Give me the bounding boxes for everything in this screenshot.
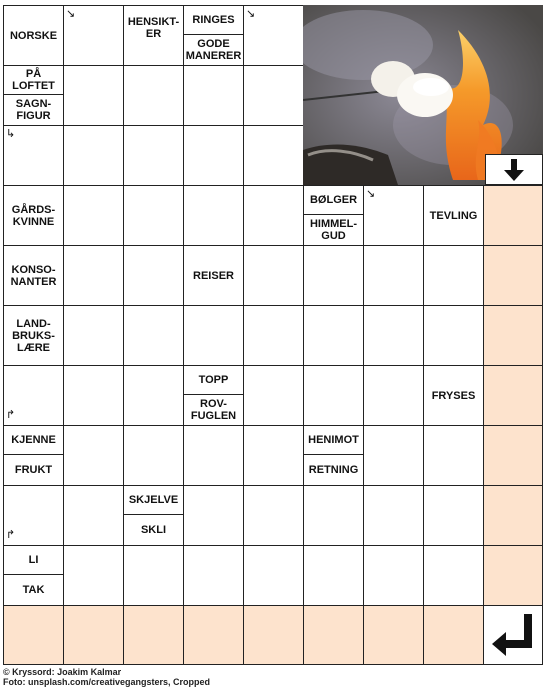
- answer-cell[interactable]: [123, 545, 184, 606]
- answer-cell[interactable]: [243, 125, 304, 186]
- solution-cell[interactable]: [483, 245, 543, 306]
- clue-cell-topp: [183, 365, 244, 426]
- clue-paa-loftet: PÅ LOFTET: [4, 66, 63, 95]
- clue-cell-paa-loftet: [3, 65, 64, 126]
- clue-hensikter: HENSIKT- ER: [127, 16, 180, 40]
- clue-cell-fryses: [423, 365, 484, 426]
- answer-cell[interactable]: [363, 245, 424, 306]
- clue-frukt: FRUKT: [14, 464, 53, 476]
- corner-arrow-icon: ↘: [66, 8, 76, 20]
- clue-cell-henimot: [303, 425, 364, 486]
- answer-cell[interactable]: [63, 485, 124, 546]
- down-arrow-box: [485, 154, 543, 185]
- solution-cell[interactable]: [3, 605, 64, 665]
- answer-cell[interactable]: [123, 245, 184, 306]
- answer-cell[interactable]: [63, 425, 124, 486]
- solution-cell[interactable]: [483, 485, 543, 546]
- clue-gode-manerer: GODE MANERER: [185, 38, 242, 62]
- clue-landbrukslaere: LAND- BRUKS- LÆRE: [12, 317, 55, 354]
- answer-cell[interactable]: [363, 305, 424, 366]
- return-arrow-icon: [484, 606, 542, 664]
- clue-cell-kjenne: [3, 425, 64, 486]
- corner-arrow-icon: ↘: [246, 8, 256, 20]
- credits: [3, 667, 210, 687]
- answer-cell[interactable]: [183, 125, 244, 186]
- answer-cell[interactable]: [363, 485, 424, 546]
- answer-cell[interactable]: [243, 5, 304, 66]
- answer-cell[interactable]: [183, 305, 244, 366]
- answer-cell[interactable]: [363, 185, 424, 246]
- answer-cell[interactable]: [423, 545, 484, 606]
- answer-cell[interactable]: [123, 65, 184, 126]
- answer-cell[interactable]: [243, 365, 304, 426]
- clue-cell-gardskvinne: [3, 185, 64, 246]
- solution-cell[interactable]: [63, 605, 124, 665]
- answer-cell[interactable]: [243, 425, 304, 486]
- corner-arrow-icon: ↱: [6, 529, 16, 541]
- answer-cell[interactable]: [63, 125, 124, 186]
- solution-cell[interactable]: [483, 305, 543, 366]
- answer-cell[interactable]: [123, 425, 184, 486]
- solution-cell[interactable]: [483, 365, 543, 426]
- answer-cell[interactable]: [243, 245, 304, 306]
- solution-cell[interactable]: [303, 605, 364, 665]
- clue-cell-tevling: [423, 185, 484, 246]
- answer-cell[interactable]: [183, 185, 244, 246]
- answer-cell[interactable]: [183, 485, 244, 546]
- answer-cell[interactable]: [243, 65, 304, 126]
- clue-reiser: REISER: [193, 269, 234, 282]
- solution-cell[interactable]: [243, 605, 304, 665]
- clue-tevling: TEVLING: [429, 209, 478, 222]
- answer-cell[interactable]: [363, 425, 424, 486]
- answer-cell[interactable]: [243, 485, 304, 546]
- answer-cell[interactable]: [303, 365, 364, 426]
- clue-kjenne: KJENNE: [4, 426, 63, 455]
- clue-rovfuglen: ROV- FUGLEN: [190, 398, 237, 422]
- answer-cell[interactable]: [63, 365, 124, 426]
- answer-cell[interactable]: [123, 305, 184, 366]
- answer-cell[interactable]: [3, 485, 64, 546]
- solution-cell[interactable]: [483, 185, 543, 246]
- marshmallow-photo: [303, 5, 543, 185]
- answer-cell[interactable]: [63, 5, 124, 66]
- clue-ringes: RINGES: [184, 6, 243, 35]
- clue-cell-skjelve: [123, 485, 184, 546]
- clue-cell-landbrukslaere: [3, 305, 64, 366]
- solution-cell[interactable]: [183, 605, 244, 665]
- answer-cell[interactable]: [183, 425, 244, 486]
- answer-cell[interactable]: [183, 545, 244, 606]
- photo-credit: Foto: unsplash.com/creativegangsters, Cropped: [3, 677, 211, 687]
- clue-henimot: HENIMOT: [304, 426, 363, 455]
- answer-cell[interactable]: [423, 425, 484, 486]
- answer-cell[interactable]: [63, 305, 124, 366]
- clue-bolger: BØLGER: [304, 186, 363, 215]
- solution-cell[interactable]: [123, 605, 184, 665]
- answer-cell[interactable]: [123, 125, 184, 186]
- clue-norske: NORSKE: [9, 29, 58, 42]
- solution-cell[interactable]: [423, 605, 484, 665]
- clue-skli: SKLI: [140, 524, 167, 536]
- answer-cell[interactable]: [183, 65, 244, 126]
- solution-cell[interactable]: [483, 545, 543, 606]
- clue-cell-norske: [3, 5, 64, 66]
- answer-cell[interactable]: [123, 185, 184, 246]
- answer-cell[interactable]: [303, 485, 364, 546]
- clue-topp: TOPP: [184, 366, 243, 395]
- answer-cell[interactable]: [3, 125, 64, 186]
- answer-cell[interactable]: [63, 545, 124, 606]
- answer-cell[interactable]: [243, 305, 304, 366]
- clue-konsonanter: KONSO- NANTER: [10, 263, 57, 288]
- answer-cell[interactable]: [303, 545, 364, 606]
- clue-cell-li: [3, 545, 64, 606]
- solution-cell[interactable]: [483, 425, 543, 486]
- clue-cell-ringes: [183, 5, 244, 66]
- answer-cell[interactable]: [243, 185, 304, 246]
- clue-retning: RETNING: [308, 464, 359, 476]
- clue-cell-hensikter: [123, 5, 184, 66]
- return-arrow-cell: [483, 605, 543, 665]
- clue-tak: TAK: [22, 584, 45, 596]
- clue-skjelve: SKJELVE: [124, 486, 183, 515]
- answer-cell[interactable]: [423, 245, 484, 306]
- clue-gardskvinne: GÅRDS- KVINNE: [11, 203, 56, 228]
- answer-cell[interactable]: [123, 365, 184, 426]
- clue-li: LI: [4, 546, 63, 575]
- clue-himmelgud: HIMMEL- GUD: [309, 218, 358, 242]
- answer-cell[interactable]: [63, 185, 124, 246]
- answer-cell[interactable]: [423, 305, 484, 366]
- answer-cell[interactable]: [63, 245, 124, 306]
- solution-cell[interactable]: [363, 605, 424, 665]
- answer-cell[interactable]: [303, 305, 364, 366]
- answer-cell[interactable]: [63, 65, 124, 126]
- corner-arrow-icon: ↳: [6, 128, 16, 140]
- crossword-grid: [3, 5, 543, 665]
- answer-cell[interactable]: [3, 365, 64, 426]
- clue-cell-bolger: [303, 185, 364, 246]
- answer-cell[interactable]: [423, 485, 484, 546]
- crossword-credit: © Kryssord: Joakim Kalmar: [3, 667, 122, 677]
- clue-fryses: FRYSES: [431, 389, 476, 402]
- corner-arrow-icon: ↱: [6, 409, 16, 421]
- clue-cell-reiser: [183, 245, 244, 306]
- down-arrow-icon: [503, 158, 525, 182]
- corner-arrow-icon: ↘: [366, 188, 376, 200]
- clue-sagnfigur: SAGN- FIGUR: [15, 98, 52, 122]
- clue-cell-konsonanter: [3, 245, 64, 306]
- answer-cell[interactable]: [243, 545, 304, 606]
- answer-cell[interactable]: [363, 365, 424, 426]
- answer-cell[interactable]: [303, 245, 364, 306]
- answer-cell[interactable]: [363, 545, 424, 606]
